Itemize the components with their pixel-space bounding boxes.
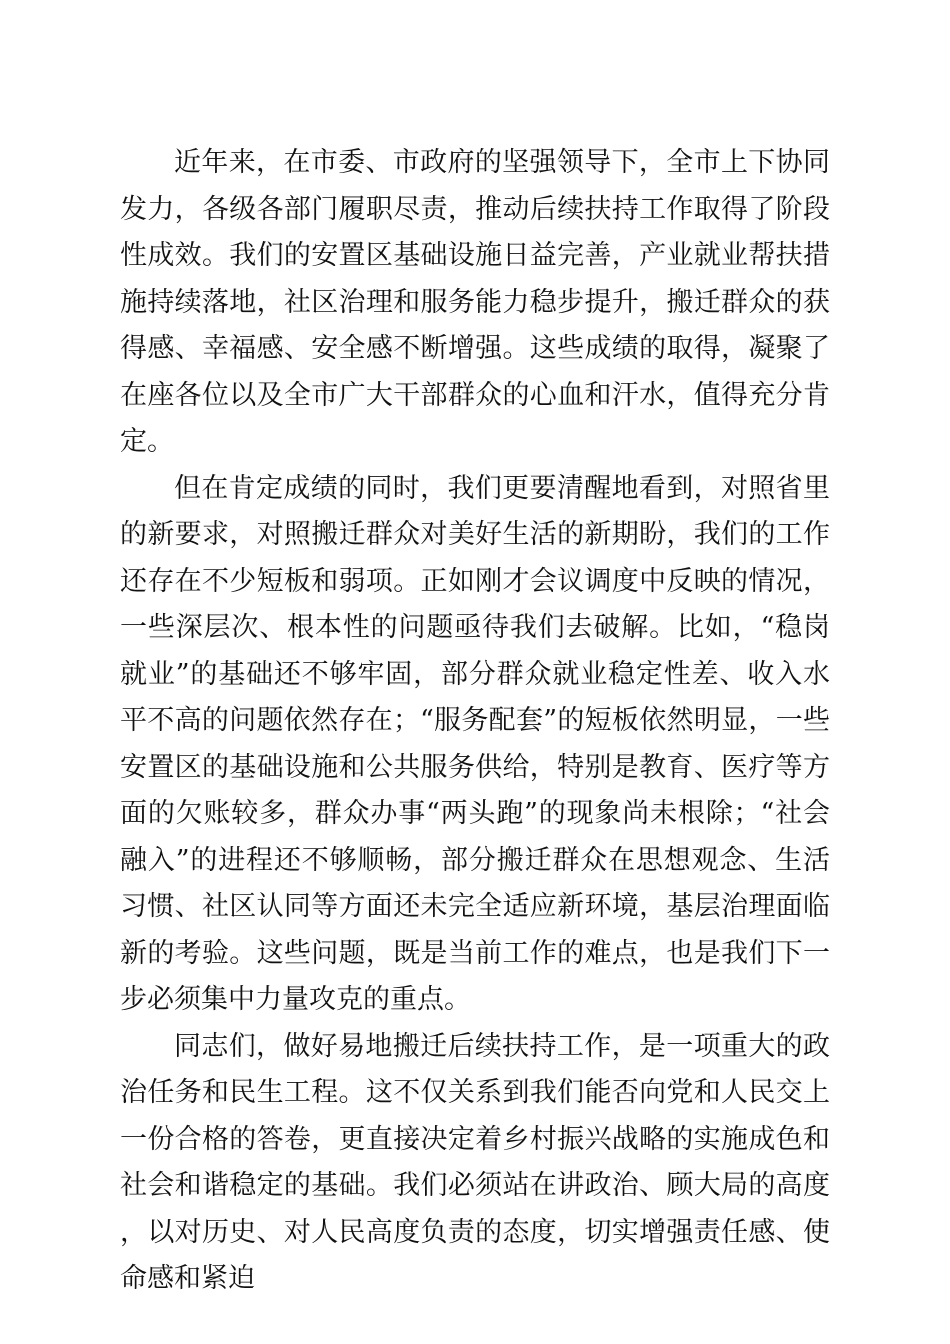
paragraph-problems: 但在肯定成绩的同时，我们更要清醒地看到，对照省里的新要求，对照搬迁群众对美好生活的新期盼，我们的工作还存在不少短板和弱项。正如刚才会议调度中反映的情况，一些深层次、根本性的问题亟待我们去破解。比如，“稳岗就业”的基础还不够牢固，部分群众就业稳定性差、收入水平不高的问题依然存在；“服务配套”的短板依然明显，一些安置区的基础设施和公共服务供给，特别是教育、医疗等方面的欠账较多，群众办事“两头跑”的现象尚未根除；“社会融入”的进程还不够顺畅，部分搬迁群众在思想观念、生活习惯、社区认同等方面还未完全适应新环境，基层治理面临新的考验。这些问题，既是当前工作的难点，也是我们下一步必须集中力量攻克的重点。 [120,472,830,1015]
paragraph-achievements: 近年来，在市委、市政府的坚强领导下，全市上下协同发力，各级各部门履职尽责，推动后续扶持工作取得了阶段性成效。我们的安置区基础设施日益完善，产业就业帮扶措施持续落地，社区治理和服务能力稳步提升，搬迁群众的获得感、幸福感、安全感不断增强。这些成绩的取得，凝聚了在座各位以及全市广大干部群众的心血和汗水，值得充分肯定。 [120,147,830,457]
paragraph-responsibility: 同志们，做好易地搬迁后续扶持工作，是一项重大的政治任务和民生工程。这不仅关系到我们能否向党和人民交上一份合格的答卷，更直接决定着乡村振兴战略的实施成色和社会和谐稳定的基础。我们必须站在讲政治、顾大局的高度，以对历史、对人民高度负责的态度，切实增强责任感、使命感和紧迫 [120,1030,830,1294]
document-body [120,140,830,1303]
